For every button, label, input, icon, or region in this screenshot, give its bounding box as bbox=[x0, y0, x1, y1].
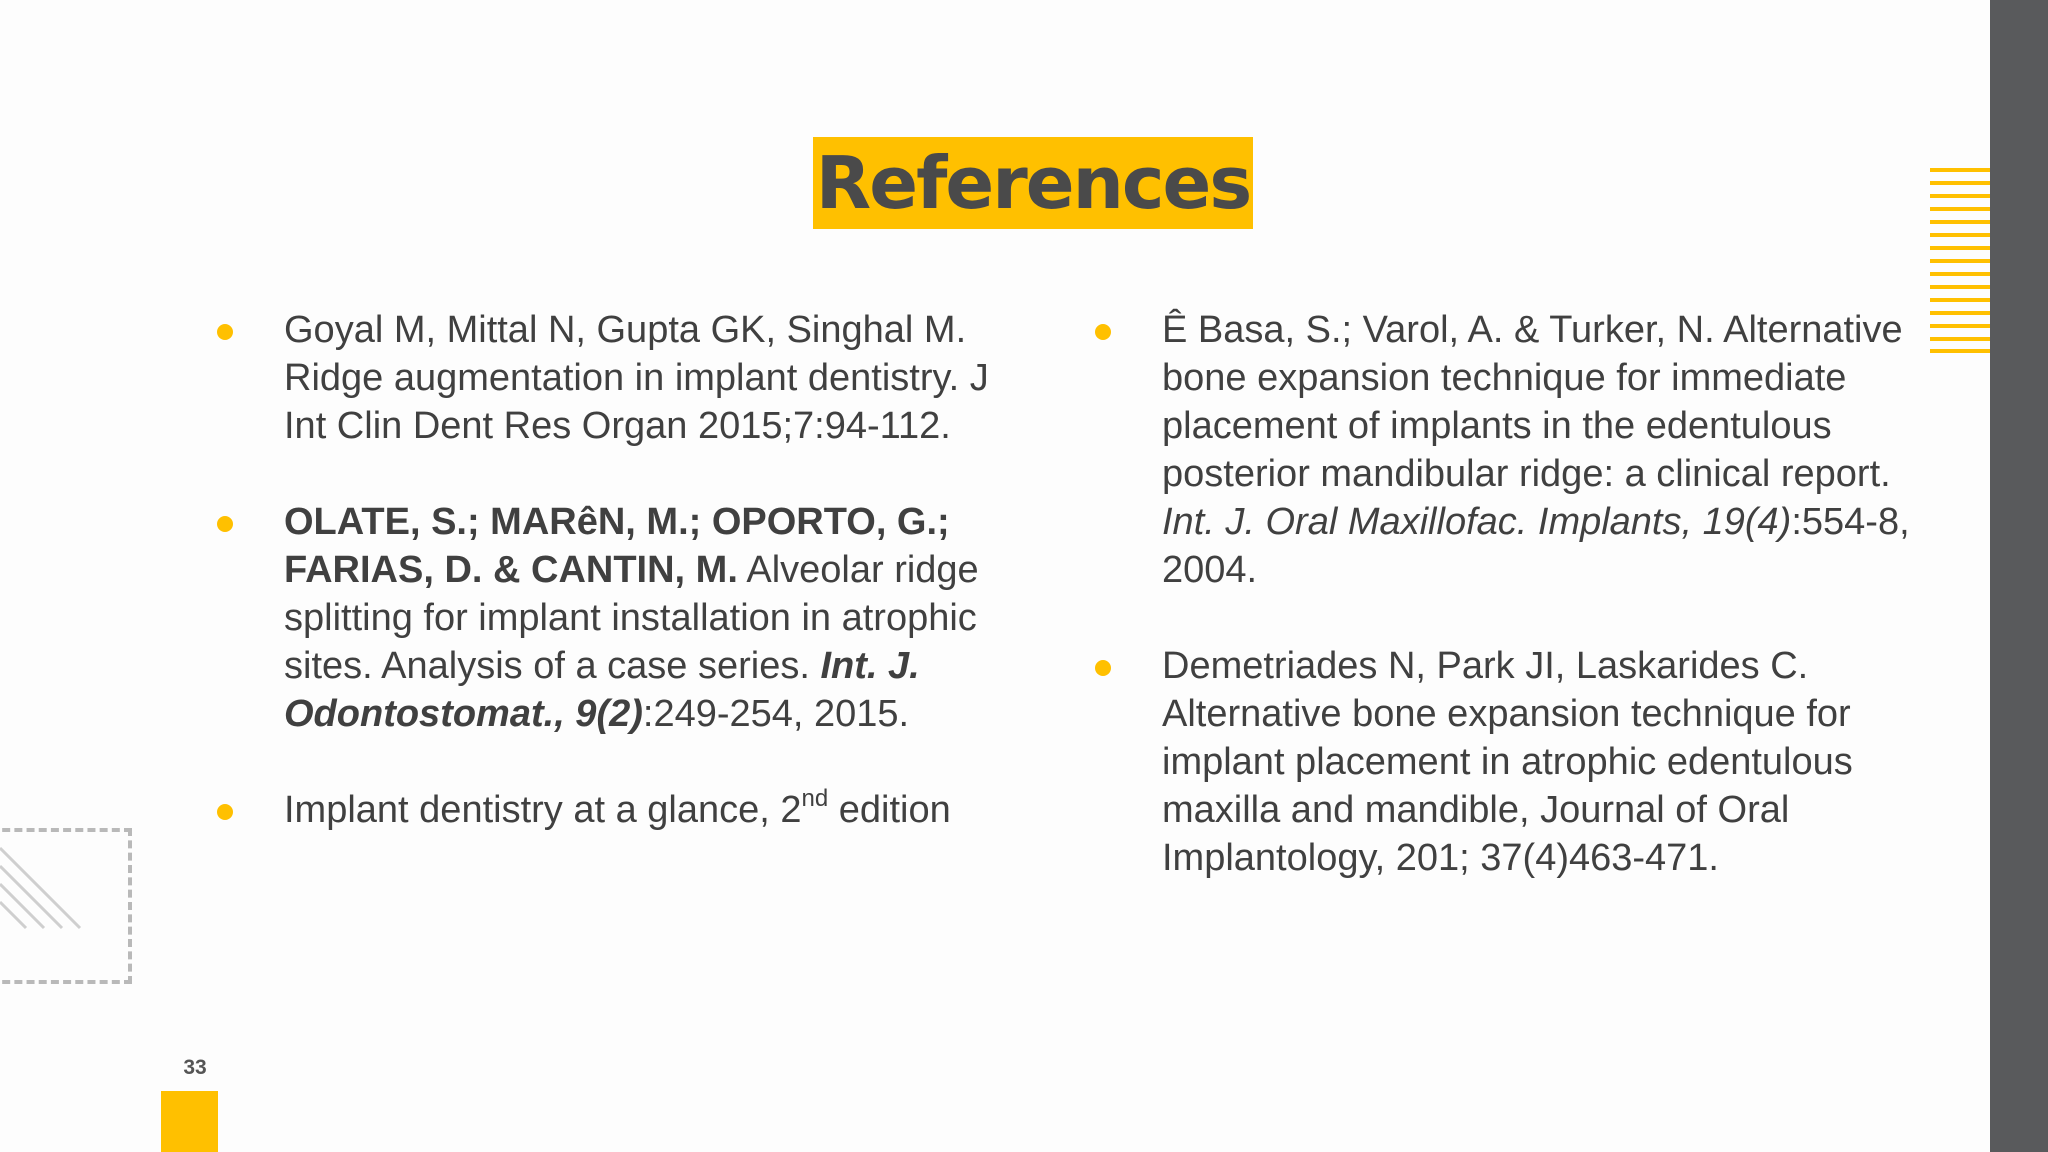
bullet-icon bbox=[1095, 324, 1111, 340]
reference-authors: OLATE, S.; MARêN, M.; OPORTO, G.; FARIAS, D. & CANTIN, M. bbox=[284, 501, 950, 591]
reference-text: Ê Basa, S.; Varol, A. & Turker, N. Alternative bone expansion technique for immediate placement of implants in the edentulous posterior mandibular ridge: a clinical report. bbox=[1162, 309, 1903, 495]
reference-superscript: nd bbox=[801, 785, 829, 812]
slide-title: References bbox=[815, 141, 1251, 225]
reference-item bbox=[1162, 642, 1922, 882]
reference-text: Implant dentistry at a glance, 2 bbox=[284, 789, 802, 831]
bullet-icon bbox=[217, 804, 233, 820]
reference-text: Goyal M, Mittal N, Gupta GK, Singhal M. Ridge augmentation in implant dentistry. J Int Clin Dent Res Organ 2015;7:94-112. bbox=[284, 309, 989, 447]
reference-item bbox=[284, 786, 1004, 834]
reference-journal: Int. J. Oral Maxillofac. Implants, 19(4) bbox=[1162, 501, 1792, 543]
reference-text: Alveolar ridge splitting for implant installation in atrophic sites. Analysis of a case series. bbox=[284, 549, 979, 687]
stripes-decoration bbox=[1930, 168, 1990, 353]
reference-journal: Int. J. Odontostomat., 9(2) bbox=[284, 645, 920, 735]
left-reference-column bbox=[284, 306, 1004, 882]
bullet-icon bbox=[217, 324, 233, 340]
right-sidebar-bar bbox=[1990, 0, 2048, 1152]
reference-text: Demetriades N, Park JI, Laskarides C. Alternative bone expansion technique for implant placement in atrophic edentulous maxilla and mandible, Journal of Oral Implantology, 201; 37(4)463-471. bbox=[1162, 645, 1853, 879]
diagonal-lines-decoration bbox=[0, 828, 90, 938]
bullet-icon bbox=[217, 516, 233, 532]
reference-item bbox=[1162, 306, 1922, 594]
reference-item bbox=[284, 306, 1004, 450]
right-reference-column bbox=[1162, 306, 1922, 930]
bullet-icon bbox=[1095, 660, 1111, 676]
reference-pages: :554-8, 2004. bbox=[1162, 501, 1910, 591]
reference-item bbox=[284, 498, 1004, 738]
footer-accent-square bbox=[161, 1091, 218, 1152]
reference-tail: edition bbox=[828, 789, 951, 831]
reference-pages: :249-254, 2015. bbox=[642, 693, 910, 735]
page-number: 33 bbox=[183, 1056, 207, 1079]
